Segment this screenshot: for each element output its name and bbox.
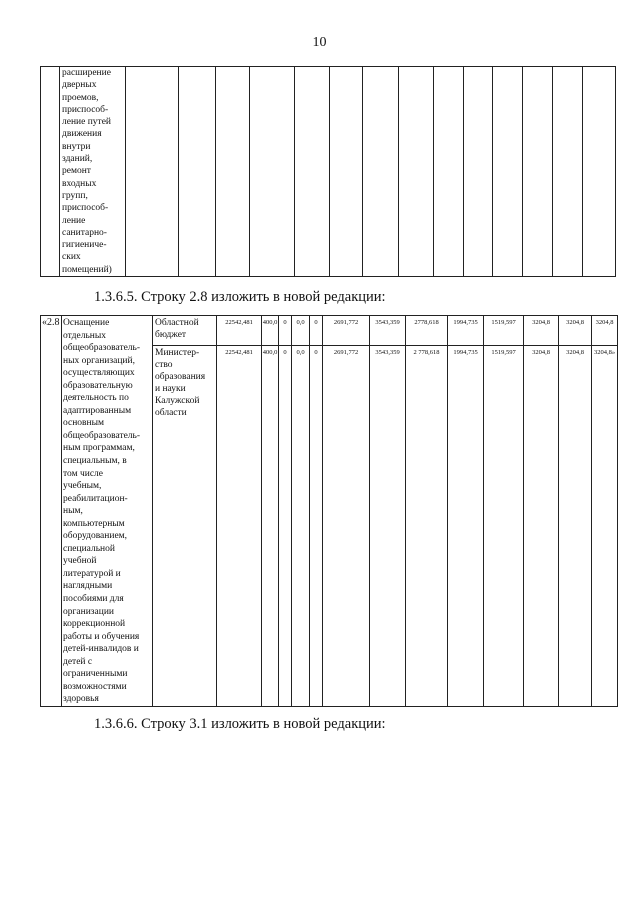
source-line: Областной (155, 318, 199, 328)
source-line: Калужской (155, 396, 200, 406)
cell-value: 3543,359 (370, 346, 406, 707)
desc-line: входных (62, 178, 97, 189)
source-line: области (155, 408, 187, 418)
cell-value: 3204,8 (559, 316, 592, 346)
desc-line: учебной (63, 556, 97, 567)
desc-line: ным, (63, 506, 83, 517)
cell-value: 3204,8 (559, 346, 592, 707)
paragraph-instruction: 1.3.6.5. Строку 2.8 изложить в новой редакции: (94, 289, 386, 305)
desc-line: компьютерным (63, 518, 125, 529)
desc-line: возможностями (63, 681, 127, 692)
source-line: ство (155, 360, 173, 370)
cell-value: 1994,735 (448, 316, 484, 346)
cell-value: 0 (310, 316, 323, 346)
desc-line: приспособ- (62, 203, 109, 214)
desc-line: организации (63, 606, 115, 617)
desc-line: гигиениче- (62, 240, 107, 251)
desc-line: ских (62, 252, 81, 263)
desc-line: ным программам, (63, 443, 135, 454)
desc-line: приспособ- (62, 104, 109, 115)
desc-line: реабилитацион- (63, 493, 128, 504)
source-line: образования (155, 372, 206, 382)
desc-line: ных организаций, (63, 355, 135, 366)
cell-value: 0 (279, 346, 292, 707)
cell-empty (523, 67, 553, 277)
source-line: Министер- (155, 348, 200, 358)
table-row-continuation (40, 66, 616, 277)
cell-value: 0,0 (292, 316, 310, 346)
cell-empty (363, 67, 399, 277)
desc-line: образовательную (63, 380, 133, 391)
cell-value: 0 (310, 346, 323, 707)
desc-line: дверных (62, 80, 97, 91)
cell-empty (399, 67, 434, 277)
desc-line: санитарно- (62, 227, 107, 238)
desc-line: здоровья (63, 694, 99, 705)
cell-empty (179, 67, 216, 277)
desc-line: осуществляющих (63, 368, 135, 379)
desc-line: общеобразователь- (63, 430, 141, 441)
desc-line: оборудованием, (63, 531, 128, 542)
desc-line: общеобразователь- (63, 343, 141, 354)
cell-empty (250, 67, 295, 277)
cell-empty (493, 67, 523, 277)
source-line: бюджет (155, 330, 187, 340)
desc-line: групп, (62, 190, 88, 201)
desc-line: ремонт (62, 166, 91, 177)
desc-line: зданий, (62, 154, 93, 165)
cell-value: 0,0 (292, 346, 310, 707)
cell-value: 22542,481 (217, 346, 262, 707)
cell-funding-source (153, 316, 217, 346)
desc-line: специальным, в (63, 456, 127, 467)
cell-value: 3204,8» (592, 346, 618, 707)
cell-empty (434, 67, 464, 277)
desc-line: Оснащение (63, 318, 110, 328)
desc-line: ление путей (62, 117, 112, 128)
cell-row-number: «2.8 (41, 316, 62, 707)
cell-value: 400,0 (262, 316, 279, 346)
cell-empty (295, 67, 330, 277)
table-row (41, 316, 618, 346)
cell-value: 400,0 (262, 346, 279, 707)
desc-line: специальной (63, 543, 115, 554)
cell-value: 1519,597 (484, 346, 524, 707)
desc-line: том числе (63, 468, 104, 479)
cell-value: 22542,481 (217, 316, 262, 346)
cell-value: 2691,772 (323, 346, 370, 707)
desc-line: наглядными (63, 581, 113, 592)
cell-value: 3543,359 (370, 316, 406, 346)
cell-empty (583, 67, 616, 277)
cell-empty (464, 67, 493, 277)
cell-number (41, 67, 60, 277)
desc-line: проемов, (62, 92, 99, 103)
desc-line: детей с (63, 656, 93, 667)
cell-empty (330, 67, 363, 277)
cell-value: 2 778,618 (406, 346, 448, 707)
desc-line: ление (62, 215, 86, 226)
cell-value: 3204,8 (524, 346, 559, 707)
desc-line: коррекционной (63, 619, 126, 630)
desc-line: деятельность по (63, 393, 129, 404)
cell-value: 2778,618 (406, 316, 448, 346)
desc-line: расширение (62, 68, 111, 78)
cell-value: 0 (279, 316, 292, 346)
table-row (41, 67, 616, 277)
cell-funding-source (153, 346, 217, 707)
cell-description (62, 316, 153, 707)
desc-line: отдельных (63, 330, 106, 341)
cell-value: 1994,735 (448, 346, 484, 707)
paragraph-instruction: 1.3.6.6. Строку 3.1 изложить в новой редакции: (94, 716, 386, 732)
cell-empty (216, 67, 250, 277)
desc-line: внутри (62, 141, 91, 152)
cell-value: 3204,8 (592, 316, 618, 346)
table-row-2-8 (40, 315, 618, 707)
desc-line: адаптированным (63, 405, 132, 416)
desc-line: учебным, (63, 481, 102, 492)
desc-line: движения (62, 129, 102, 140)
desc-line: ограниченными (63, 669, 128, 680)
desc-line: детей-инвалидов и (63, 644, 139, 655)
cell-description (60, 67, 126, 277)
cell-empty (553, 67, 583, 277)
source-line: и науки (155, 384, 186, 394)
desc-line: работы и обучения (63, 631, 140, 642)
desc-line: пособиями для (63, 594, 124, 605)
desc-line: помещений) (62, 264, 112, 275)
cell-empty (126, 67, 179, 277)
cell-value: 2691,772 (323, 316, 370, 346)
page-number: 10 (312, 35, 327, 50)
cell-value: 1519,597 (484, 316, 524, 346)
desc-line: основным (63, 418, 105, 429)
desc-line: литературой и (63, 568, 121, 579)
cell-value: 3204,8 (524, 316, 559, 346)
